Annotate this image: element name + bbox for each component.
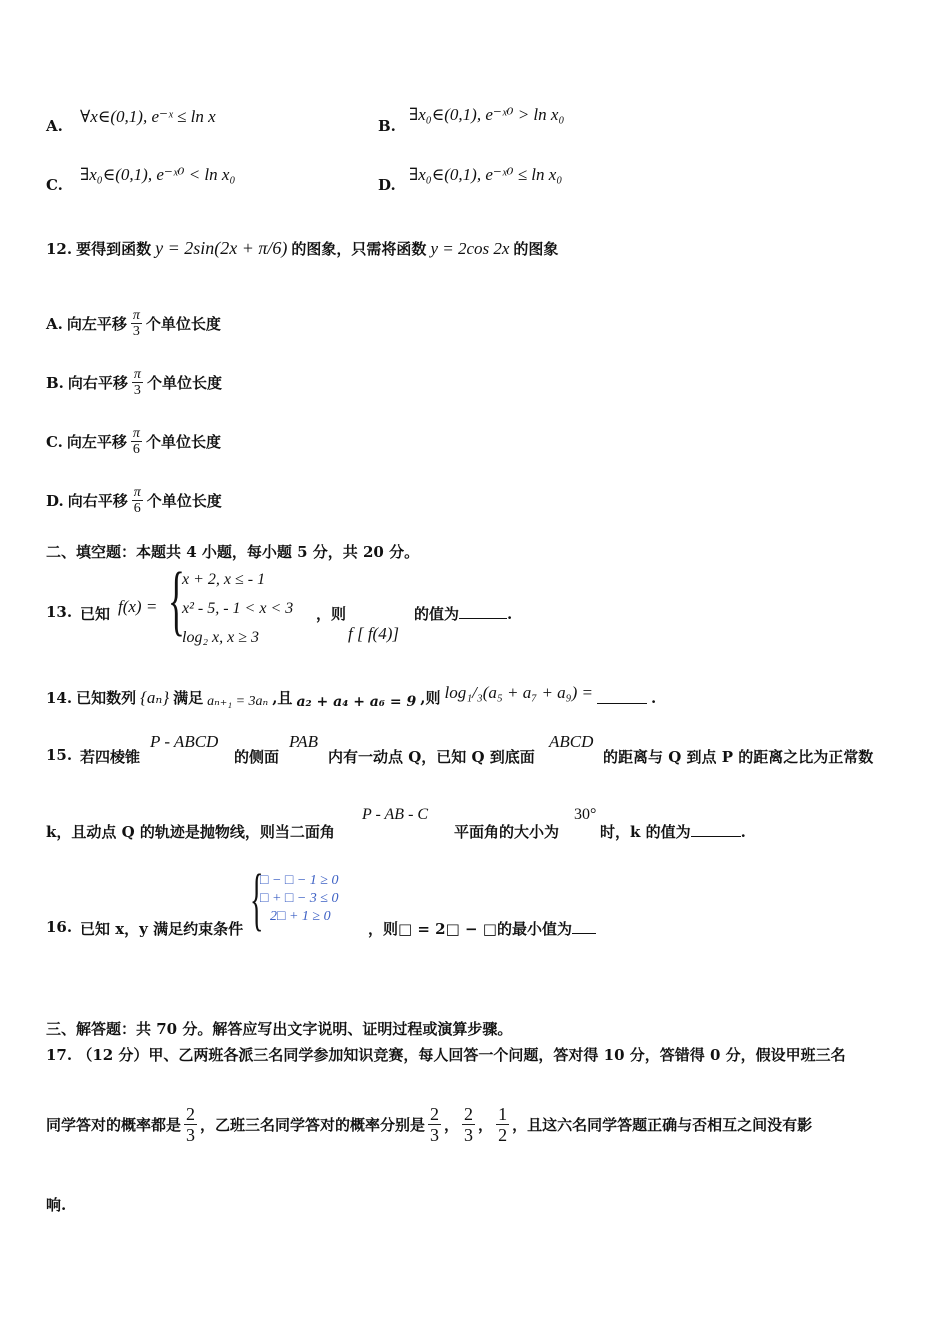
q12-option-b-den: 3 (133, 383, 141, 398)
q13-tail (414, 603, 512, 624)
q12-option-a-den: 3 (132, 324, 140, 339)
q15-pyramid: P - ABCD (150, 732, 219, 751)
q15-line2a: k，且动点 Q 的轨迹是抛物线，则当二面角 (46, 823, 335, 841)
q11-option-c-letter: C. (46, 176, 63, 194)
q15-end: . (740, 823, 746, 841)
q12-option-d-fraction (132, 485, 143, 516)
q12-option-d-den: 6 (133, 501, 141, 516)
q12-func1: y = 2sin(2x + π/6) (155, 238, 288, 258)
q14-mid2: ,且 (272, 689, 293, 707)
q12-option-b (46, 367, 222, 398)
q12-option-c (46, 426, 221, 457)
q17-fraction-1-num: 2 (186, 1104, 196, 1124)
q15-number: 15. (46, 746, 73, 764)
q14-mid1: 满足 (173, 689, 204, 707)
q12-option-a-pre: 向左平移 (66, 315, 127, 333)
q17-line3: 响. (46, 1196, 67, 1214)
q13-case-2: x² - 5, - 1 < x < 3 (182, 600, 294, 617)
q12-option-b-num: π (133, 367, 141, 382)
q11-option-a-letter: A. (46, 117, 63, 135)
q14-log: log₁/₃(a₅ + a₇ + a₉) = (444, 682, 593, 702)
q15-line2c: 时，k 的值为 (600, 823, 691, 841)
q15-t2: 的侧面 (234, 748, 280, 766)
q11-option-a-expr: ∀x∈(0,1), e⁻ˣ ≤ ln x (80, 107, 216, 126)
q17-sep2: ， (478, 1116, 494, 1134)
q14-sum: a₂ + a₄ + a₆ = 9 (296, 693, 417, 710)
q12-func2: y = 2cos 2x (430, 238, 510, 258)
q12-option-b-post: 个单位长度 (146, 374, 222, 392)
q16-left-brace: { (250, 861, 264, 938)
q15-pre: 若四棱锥 (80, 748, 141, 766)
q15-tail (600, 821, 746, 842)
q16-constraint-3: 2□ + 1 ≥ 0 (270, 909, 331, 924)
q13-answer-blank[interactable] (459, 606, 507, 619)
q12-stem (46, 238, 558, 259)
q12-option-c-fraction (131, 426, 142, 457)
q13-pre: 已知 (80, 605, 111, 623)
q14-mid3: ,则 (420, 689, 441, 707)
q14-end: . (650, 688, 657, 707)
q13-case-1: x + 2, x ≤ - 1 (182, 571, 266, 588)
q17-fraction-2-num: 2 (430, 1104, 440, 1124)
q12-option-a (46, 308, 221, 339)
q17-line2 (46, 1104, 812, 1145)
q12-option-c-num: π (132, 426, 140, 441)
q14-pre: 已知数列 (76, 689, 137, 707)
q12-option-a-post: 个单位长度 (145, 315, 221, 333)
q14-seq: {aₙ} (140, 687, 170, 707)
q13-left-brace: { (168, 556, 185, 643)
q16-constraint-1: □ − □ − 1 ≥ 0 (260, 873, 339, 888)
q17-fraction-3 (462, 1104, 475, 1145)
q12-option-c-den: 6 (132, 442, 140, 457)
q15-t3: 内有一动点 Q，已知 Q 到底面 (328, 748, 535, 766)
q12-option-d-pre: 向右平移 (67, 492, 128, 510)
q16-tail (368, 918, 596, 939)
q13-post: 的值为 (414, 605, 460, 623)
q17-fraction-1-den: 3 (186, 1125, 196, 1145)
q17-line2a: 同学答对的概率都是 (46, 1116, 182, 1134)
q17-sep1: ， (444, 1116, 460, 1134)
q13-mid: ，则 (316, 605, 347, 623)
q12-option-a-letter: A. (46, 314, 63, 333)
q12-number: 12. (46, 239, 73, 258)
q11-option-d-expr: ∃x₀∈(0,1), e⁻ˣ⁰ ≤ ln x₀ (409, 165, 563, 184)
q11-option-b-letter: B. (378, 117, 396, 135)
section3-heading: 三、解答题：共 70 分。解答应写出文字说明、证明过程或演算步骤。 (46, 1020, 513, 1038)
q13-fx: f(x) = (118, 597, 158, 616)
q16-number: 16. (46, 918, 73, 936)
section2-heading: 二、填空题：本题共 4 小题，每小题 5 分，共 20 分。 (46, 543, 420, 561)
q14-line (46, 682, 657, 710)
q14-answer-blank[interactable] (597, 691, 647, 704)
q12-option-b-pre: 向右平移 (67, 374, 128, 392)
q12-option-d (46, 485, 222, 516)
q13-end: . (507, 605, 513, 623)
q12-text2: 的图象，只需将函数 (291, 240, 427, 258)
q17-fraction-4-den: 2 (498, 1125, 508, 1145)
q12-option-a-num: π (132, 308, 140, 323)
q13-case-3: log₂ x, x ≥ 3 (182, 629, 259, 646)
q14-number: 14. (46, 688, 73, 707)
q17-fraction-4-num: 1 (498, 1104, 508, 1124)
q17-fraction-3-den: 3 (464, 1125, 474, 1145)
q12-text1: 要得到函数 (76, 240, 152, 258)
q16-constraints (260, 872, 339, 926)
q12-option-b-letter: B. (46, 373, 64, 392)
q17-fraction-2-den: 3 (430, 1125, 440, 1145)
q16-constraint-2: □ + □ − 3 ≤ 0 (260, 891, 339, 906)
q16-answer-blank[interactable] (572, 921, 596, 934)
q17-fraction-4 (496, 1104, 509, 1145)
q17-fraction-3-num: 2 (464, 1104, 474, 1124)
q15-t4: 的距离与 Q 到点 P 的距离之比为正常数 (603, 748, 874, 766)
q15-angle: 30° (574, 806, 597, 823)
q12-option-d-letter: D. (46, 491, 64, 510)
q12-option-c-pre: 向左平移 (66, 433, 127, 451)
q12-option-b-fraction (132, 367, 143, 398)
q15-dihedral: P - AB - C (362, 806, 429, 823)
q12-text3: 的图象 (513, 240, 559, 258)
q11-option-d-letter: D. (378, 176, 396, 194)
q12-option-d-num: π (133, 485, 141, 500)
q17-fraction-1 (184, 1104, 197, 1145)
q16-mid: ，则□ = 2□ − □的最小值为 (368, 920, 572, 938)
q13-ffx: f [ f(4)] (348, 624, 399, 643)
q15-line2b: 平面角的大小为 (454, 823, 560, 841)
q17-line2c: ，且这六名同学答题正确与否相互之间没有影 (512, 1116, 813, 1134)
q16-pre: 已知 x，y 满足约束条件 (80, 920, 244, 938)
q12-option-c-post: 个单位长度 (145, 433, 221, 451)
q13-cases (182, 565, 293, 652)
q13-number: 13. (46, 603, 73, 621)
q12-option-d-post: 个单位长度 (146, 492, 222, 510)
q17-line2b: ，乙班三名同学答对的概率分别是 (200, 1116, 426, 1134)
q17-fraction-2 (428, 1104, 441, 1145)
q12-option-a-fraction (131, 308, 142, 339)
q15-face: PAB (289, 732, 318, 751)
q12-option-c-letter: C. (46, 432, 63, 451)
q15-answer-blank[interactable] (691, 824, 741, 837)
q15-base: ABCD (549, 732, 594, 751)
q17-line1: 17. （12 分）甲、乙两班各派三名同学参加知识竞赛，每人回答一个问题，答对得 10 分，答错得 0 分，假设甲班三名 (46, 1046, 846, 1064)
q14-rel: aₙ₊₁ = 3aₙ (207, 694, 269, 709)
q11-option-c-expr: ∃x₀∈(0,1), e⁻ˣ⁰ < ln x₀ (80, 165, 236, 184)
q11-option-b-expr: ∃x₀∈(0,1), e⁻ˣ⁰ > ln x₀ (409, 105, 565, 124)
